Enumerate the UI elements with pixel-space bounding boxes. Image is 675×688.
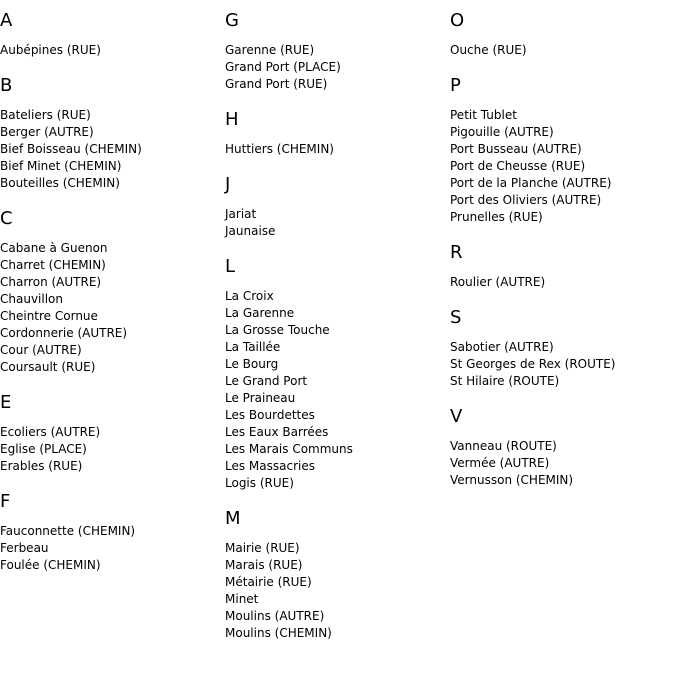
street-link[interactable]: Port des Oliviers (AUTRE) bbox=[450, 193, 602, 207]
street-link[interactable]: Les Bourdettes bbox=[225, 408, 315, 422]
street-list bbox=[450, 107, 675, 226]
street-link[interactable]: Coursault (RUE) bbox=[0, 360, 96, 374]
street-link[interactable]: Métairie (RUE) bbox=[225, 575, 312, 589]
street-link[interactable]: Huttiers (CHEMIN) bbox=[225, 142, 334, 156]
street-link[interactable]: Ecoliers (AUTRE) bbox=[0, 425, 101, 439]
street-link[interactable]: Cheintre Cornue bbox=[0, 309, 98, 323]
street-link[interactable]: Cabane à Guenon bbox=[0, 241, 108, 255]
letter-heading: R bbox=[450, 242, 463, 263]
street-link[interactable]: Petit Tublet bbox=[450, 108, 517, 122]
letter-section bbox=[225, 8, 450, 93]
letter-heading: C bbox=[0, 208, 13, 229]
street-link[interactable]: Le Bourg bbox=[225, 357, 279, 371]
letter-section bbox=[225, 107, 450, 158]
street-link[interactable]: Minet bbox=[225, 592, 259, 606]
street-link[interactable]: Vanneau (ROUTE) bbox=[450, 439, 557, 453]
street-link[interactable]: Les Marais Communs bbox=[225, 442, 353, 456]
street-list bbox=[225, 540, 450, 642]
street-list bbox=[225, 141, 450, 158]
street-link[interactable]: Mairie (RUE) bbox=[225, 541, 300, 555]
street-index-column-3 bbox=[450, 8, 675, 503]
street-link[interactable]: Chauvillon bbox=[0, 292, 63, 306]
letter-heading: S bbox=[450, 307, 462, 328]
street-link[interactable]: Jariat bbox=[225, 207, 257, 221]
letter-heading: F bbox=[0, 491, 11, 512]
street-list bbox=[450, 274, 675, 291]
street-link[interactable]: Foulée (CHEMIN) bbox=[0, 558, 101, 572]
street-link[interactable]: Prunelles (RUE) bbox=[450, 210, 543, 224]
letter-heading: J bbox=[225, 174, 231, 195]
street-list bbox=[225, 206, 450, 240]
street-link[interactable]: Le Praineau bbox=[225, 391, 296, 405]
street-link[interactable]: Erables (RUE) bbox=[0, 459, 83, 473]
street-link[interactable]: Aubépines (RUE) bbox=[0, 43, 101, 57]
letter-heading: A bbox=[0, 10, 13, 31]
letter-section bbox=[450, 404, 675, 489]
letter-heading: G bbox=[225, 10, 239, 31]
street-link[interactable]: Vermée (AUTRE) bbox=[450, 456, 550, 470]
letter-heading: B bbox=[0, 75, 13, 96]
letter-section bbox=[0, 206, 225, 376]
street-link[interactable]: Moulins (AUTRE) bbox=[225, 609, 325, 623]
street-link[interactable]: Port de la Planche (AUTRE) bbox=[450, 176, 612, 190]
street-link[interactable]: Eglise (PLACE) bbox=[0, 442, 87, 456]
letter-section bbox=[0, 73, 225, 192]
letter-section bbox=[0, 8, 225, 59]
street-link[interactable]: Roulier (AUTRE) bbox=[450, 275, 546, 289]
letter-section bbox=[450, 8, 675, 59]
street-link[interactable]: Bouteilles (CHEMIN) bbox=[0, 176, 120, 190]
street-link[interactable]: Moulins (CHEMIN) bbox=[225, 626, 332, 640]
street-link[interactable]: Les Eaux Barrées bbox=[225, 425, 329, 439]
letter-heading: V bbox=[450, 406, 463, 427]
street-link[interactable]: Marais (RUE) bbox=[225, 558, 303, 572]
street-link[interactable]: Vernusson (CHEMIN) bbox=[450, 473, 574, 487]
letter-section bbox=[450, 305, 675, 390]
letter-section bbox=[225, 254, 450, 492]
street-list bbox=[0, 107, 225, 192]
letter-heading: L bbox=[225, 256, 236, 277]
letter-heading: M bbox=[225, 508, 241, 529]
street-link[interactable]: Sabotier (AUTRE) bbox=[450, 340, 554, 354]
letter-section bbox=[225, 172, 450, 240]
street-list bbox=[450, 438, 675, 489]
street-list bbox=[450, 339, 675, 390]
letter-section bbox=[225, 506, 450, 642]
letter-heading: P bbox=[450, 75, 461, 96]
street-link[interactable]: La Grosse Touche bbox=[225, 323, 330, 337]
street-list bbox=[225, 42, 450, 93]
street-index-column-2 bbox=[225, 8, 450, 656]
street-link[interactable]: Ferbeau bbox=[0, 541, 49, 555]
street-link[interactable]: Berger (AUTRE) bbox=[0, 125, 94, 139]
street-link[interactable]: Bief Minet (CHEMIN) bbox=[0, 159, 122, 173]
street-list bbox=[450, 42, 675, 59]
street-list bbox=[0, 42, 225, 59]
letter-section bbox=[450, 240, 675, 291]
street-link[interactable]: Le Grand Port bbox=[225, 374, 308, 388]
street-link[interactable]: St Georges de Rex (ROUTE) bbox=[450, 357, 616, 371]
street-link[interactable]: Garenne (RUE) bbox=[225, 43, 315, 57]
street-link[interactable]: Bief Boisseau (CHEMIN) bbox=[0, 142, 142, 156]
street-link[interactable]: Grand Port (RUE) bbox=[225, 77, 328, 91]
street-link[interactable]: Cordonnerie (AUTRE) bbox=[0, 326, 128, 340]
letter-heading: E bbox=[0, 392, 12, 413]
letter-section bbox=[0, 489, 225, 574]
street-link[interactable]: Grand Port (PLACE) bbox=[225, 60, 341, 74]
street-link[interactable]: Port Busseau (AUTRE) bbox=[450, 142, 582, 156]
letter-section bbox=[450, 73, 675, 226]
street-link[interactable]: Charron (AUTRE) bbox=[0, 275, 102, 289]
street-list bbox=[225, 288, 450, 492]
letter-heading: O bbox=[450, 10, 465, 31]
street-link[interactable]: La Garenne bbox=[225, 306, 295, 320]
street-link[interactable]: La Croix bbox=[225, 289, 274, 303]
street-link[interactable]: Logis (RUE) bbox=[225, 476, 294, 490]
street-link[interactable]: Jaunaise bbox=[225, 224, 276, 238]
street-list bbox=[0, 424, 225, 475]
street-link[interactable]: Cour (AUTRE) bbox=[0, 343, 82, 357]
street-index-column-1 bbox=[0, 8, 225, 588]
street-list bbox=[0, 523, 225, 574]
street-list bbox=[0, 240, 225, 376]
street-link[interactable]: Bateliers (RUE) bbox=[0, 108, 91, 122]
street-link[interactable]: Charret (CHEMIN) bbox=[0, 258, 106, 272]
street-link[interactable]: Port de Cheusse (RUE) bbox=[450, 159, 586, 173]
street-link[interactable]: La Taillée bbox=[225, 340, 281, 354]
street-link[interactable]: St Hilaire (ROUTE) bbox=[450, 374, 560, 388]
street-link[interactable]: Fauconnette (CHEMIN) bbox=[0, 524, 136, 538]
street-link[interactable]: Les Massacries bbox=[225, 459, 315, 473]
letter-section bbox=[0, 390, 225, 475]
street-link[interactable]: Pigouille (AUTRE) bbox=[450, 125, 554, 139]
letter-heading: H bbox=[225, 109, 239, 130]
street-link[interactable]: Ouche (RUE) bbox=[450, 43, 527, 57]
